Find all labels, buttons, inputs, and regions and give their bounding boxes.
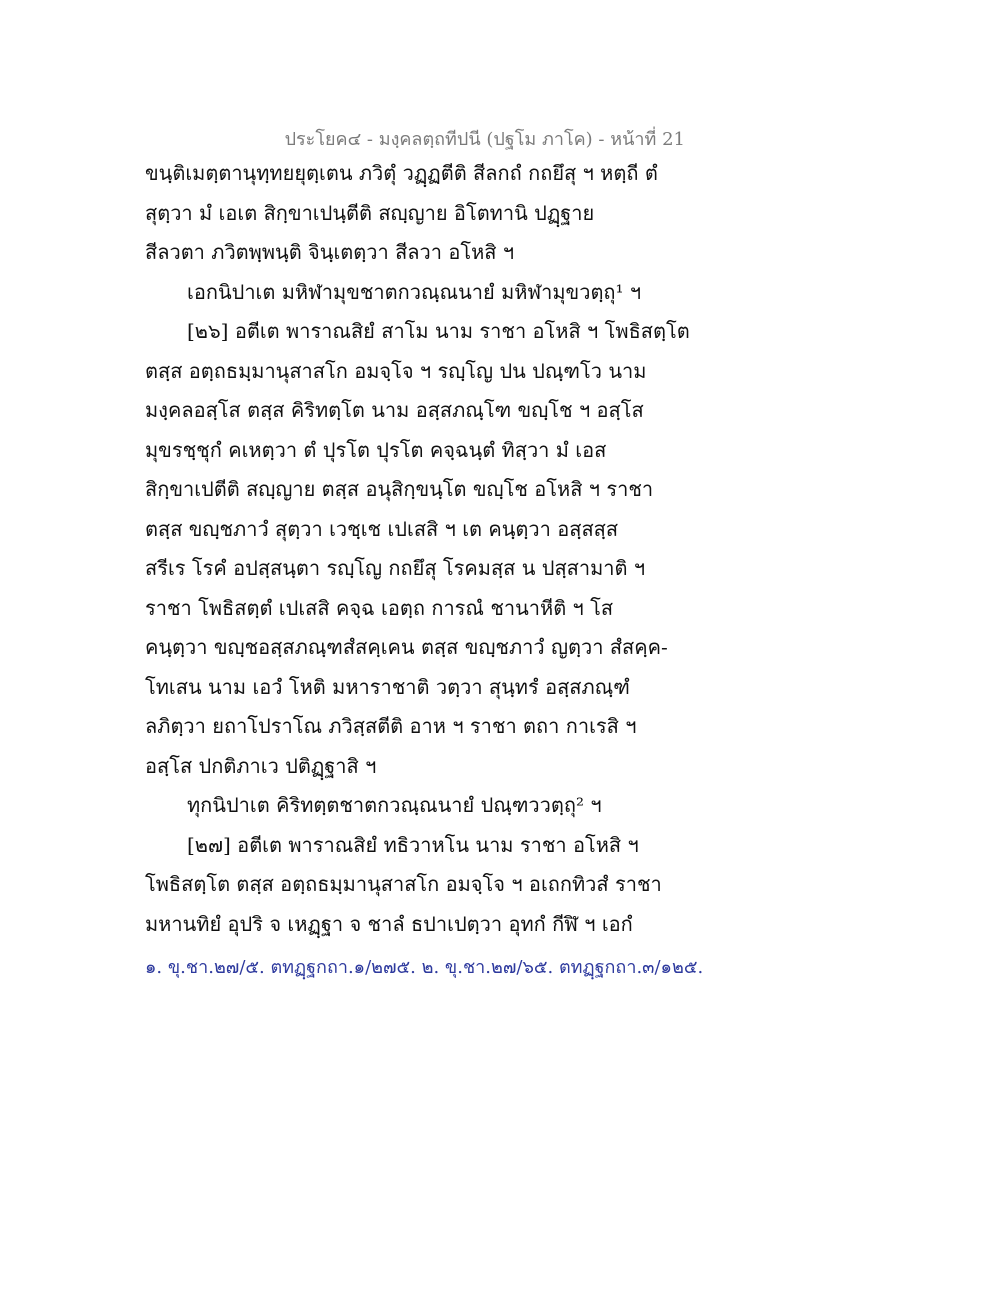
paragraph-start-27: [๒๗] อตีเต พาราณสิยํ ทธิวาหโน นาม ราชา อโหสิ ฯ: [187, 832, 639, 857]
text-line: สิกฺขาเปตีติ สญฺญาย ตสฺส อนุสิกฺขนฺโต ขญฺโช อโหสิ ฯ ราชา: [145, 477, 654, 501]
text-line: สุตฺวา มํ เอเต สิกฺขาเปนฺตีติ สญฺญาย อิโตทานิ ปฏฺฐาย: [145, 200, 595, 225]
text-line: ลภิตฺวา ยถาโปราโณ ภวิสฺสตีติ อาห ฯ ราชา ตถา กาเรสิ ฯ: [145, 714, 637, 738]
footnotes: ๑. ขุ.ชา.๒๗/๕. ตทฏฺฐกถา.๑/๒๗๕. ๒. ขุ.ชา.๒๗/๖๕. ตทฏฺฐกถา.๓/๑๒๕.: [145, 957, 704, 978]
text-line: ราชา โพธิสตฺตํ เปเสสิ คจฺฉ เอตฺถ การณํ ชานาหีติ ฯ โส: [145, 595, 614, 620]
body-text: [145, 154, 690, 944]
text-line: อสฺโส ปกติภาเว ปติฏฺฐาสิ ฯ: [145, 753, 377, 778]
text-line: สีลวตา ภวิตพฺพนฺติ จินฺเตตฺวา สีลวา อโหสิ ฯ: [145, 240, 515, 264]
text-line: ตสฺส อตฺถธมฺมานุสาสโก อมจฺโจ ฯ รญฺโญ ปน ปณฺฑโว นาม: [145, 358, 647, 383]
text-line: ตสฺส ขญฺชภาวํ สุตฺวา เวชฺเช เปเสสิ ฯ เต คนฺตฺวา อสฺสสฺส: [145, 516, 619, 541]
text-line: มหานทิยํ อุปริ จ เหฏฺฐา จ ชาลํ ธปาเปตฺวา อุทกํ กีฬิ ฯ เอกํ: [145, 911, 633, 936]
text-line: มงฺคลอสฺโส ตสฺส คิริทตฺโต นาม อสฺสภณฺโฑ ขญฺโช ฯ อสฺโส: [145, 398, 644, 422]
running-header: ประโยค๔ - มงฺคลตฺถทีปนี (ปฐโม ภาโค) - หน้าที่ 21: [284, 129, 685, 150]
text-line: สรีเร โรคํ อปสฺสนฺตา รญฺโญ กถยึสุ โรคมสฺส น ปสฺสามาติ ฯ: [145, 556, 646, 580]
source-reference-line: ทุกนิปาเต คิริทตฺตชาตกวณฺณนายํ ปณฺฑววตฺถุ² ฯ: [187, 793, 602, 817]
source-reference-line: เอกนิปาเต มหิฬามุขชาตกวณฺณนายํ มหิฬามุขวตฺถุ¹ ฯ: [187, 279, 642, 304]
text-line: คนฺตฺวา ขญฺชอสฺสภณฺฑสํสคฺเคน ตสฺส ขญฺชภาวํ ญตฺวา สํสคฺค-: [145, 635, 668, 659]
text-line: โพธิสตฺโต ตสฺส อตฺถธมฺมานุสาสโก อมจฺโจ ฯ อเถกทิวสํ ราชา: [145, 872, 662, 896]
text-line: มุขรชฺชุกํ คเหตฺวา ตํ ปุรโต ปุรโต คจฺฉนฺตํ ทิสฺวา มํ เอส: [145, 437, 607, 462]
text-line: ขนฺติเมตฺตานุทฺทยยุตฺเตน ภวิตุํ วฏฺฏตีติ สีลกถํ กถยึสุ ฯ หตฺถี ตํ: [145, 161, 658, 185]
paragraph-start-26: [๒๖] อตีเต พาราณสิยํ สาโม นาม ราชา อโหสิ ฯ โพธิสตฺโต: [187, 319, 690, 343]
text-line: โทเสน นาม เอวํ โหติ มหาราชาติ วตฺวา สุนฺทรํ อสฺสภณฺฑํ: [145, 674, 630, 699]
